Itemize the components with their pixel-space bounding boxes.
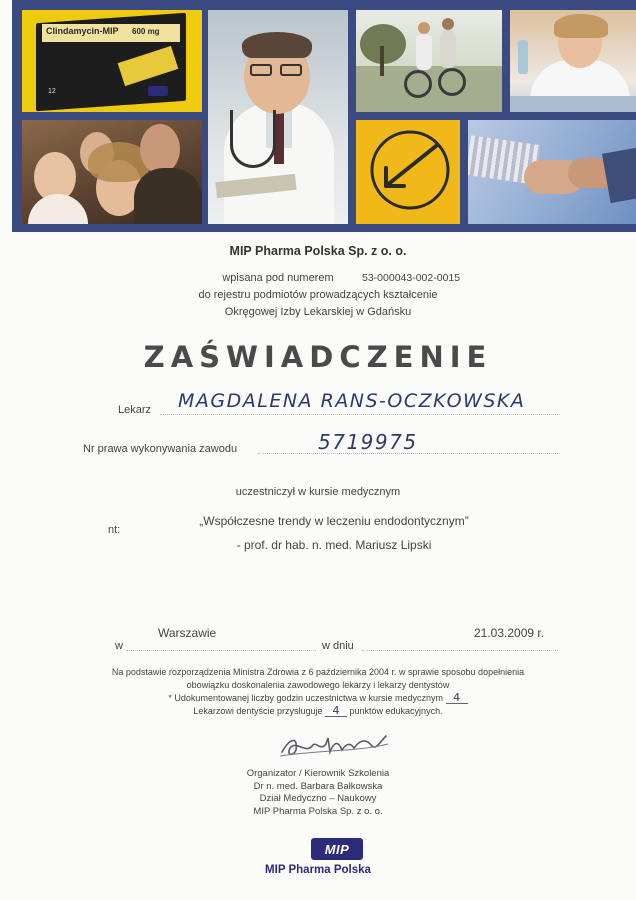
signature: [276, 730, 396, 762]
company-name: MIP Pharma Polska Sp. z o. o.: [229, 244, 407, 258]
signer-block: [0, 768, 636, 818]
mip-logo-icon: [148, 86, 168, 96]
points-prefix: Lekarzowi dentyście przysługuje: [193, 706, 323, 716]
arrow-down-left-icon: [356, 120, 460, 224]
signer-name: Dr n. med. Barbara Bałkowska: [253, 780, 383, 792]
hours-label: * Udokumentowanej liczby godzin uczestnictwa w kursie medycznym: [168, 693, 444, 703]
topic-label: nt:: [108, 524, 121, 536]
points-value: 4: [325, 705, 347, 717]
product-box-photo: [22, 10, 202, 112]
signer-role: Organizator / Kierownik Szkolenia: [246, 768, 390, 779]
place-value: Warszawie: [158, 626, 217, 640]
product-brand-label: Clindamycin-MIP: [46, 26, 119, 36]
header-photo-collage: [12, 0, 636, 232]
license-number: 5719975: [318, 430, 418, 454]
lab-researcher-photo: [510, 10, 636, 112]
registration-number: 53-000043-002-0015: [362, 272, 461, 284]
date-prefix: w dniu: [322, 640, 354, 652]
course-title: „Współczesne trendy w leczeniu endodontycznym”: [199, 514, 469, 528]
legal-line-3: [0, 692, 636, 705]
place-line: [126, 650, 316, 651]
cyclists-photo: [356, 10, 502, 112]
doctor-label: Lekarz: [118, 404, 152, 416]
group-people-photo: [22, 120, 202, 224]
mip-logo-text: MIP Pharma Polska: [265, 864, 371, 876]
date-line: [362, 650, 558, 651]
legal-line-4: [0, 705, 636, 718]
product-count-label: 12: [48, 88, 56, 95]
legal-basis: [0, 666, 636, 718]
registration-info: [0, 270, 636, 321]
course-lecturer: - prof. dr hab. n. med. Mariusz Lipski: [236, 538, 432, 552]
place-prefix: w: [115, 640, 123, 652]
certificate-title: ZAŚWIADCZENIE: [143, 340, 493, 374]
doctor-name: MAGDALENA RANS-OCZKOWSKA: [178, 390, 526, 412]
hours-value: 4: [446, 692, 468, 704]
mip-logo-mark: MIP: [324, 841, 350, 857]
signer-department: Dział Medyczno – Naukowy: [259, 793, 377, 804]
license-label: Nr prawa wykonywania zawodu: [83, 443, 238, 455]
points-suffix: punktów edukacyjnych.: [349, 706, 443, 716]
legal-line-2: obowiązku doskonalenia zawodowego lekarzy i lekarzy dentystów: [186, 680, 450, 690]
doctor-photo: [208, 10, 348, 224]
registration-line-3: Okręgowej Izby Lekarskiej w Gdańsku: [224, 306, 412, 318]
registration-line-2: do rejestru podmiotów prowadzących kształcenie: [198, 289, 438, 301]
date-value: 21.03.2009 r.: [474, 626, 545, 640]
arrow-graphic: [356, 120, 460, 224]
mip-logo: [311, 838, 363, 860]
product-dose-label: 600 mg: [132, 27, 160, 36]
handshake-photo: [468, 120, 636, 224]
signer-company: MIP Pharma Polska Sp. z o. o.: [253, 805, 383, 817]
doctor-name-line: [160, 414, 560, 415]
registration-prefix: wpisana pod numerem: [222, 272, 334, 284]
legal-line-1: Na podstawie rozporządzenia Ministra Zdrowia z 6 października 2004 r. w sprawie sposobu dopełnienia: [111, 667, 525, 677]
participation-text: uczestniczył w kursie medycznym: [235, 486, 401, 498]
